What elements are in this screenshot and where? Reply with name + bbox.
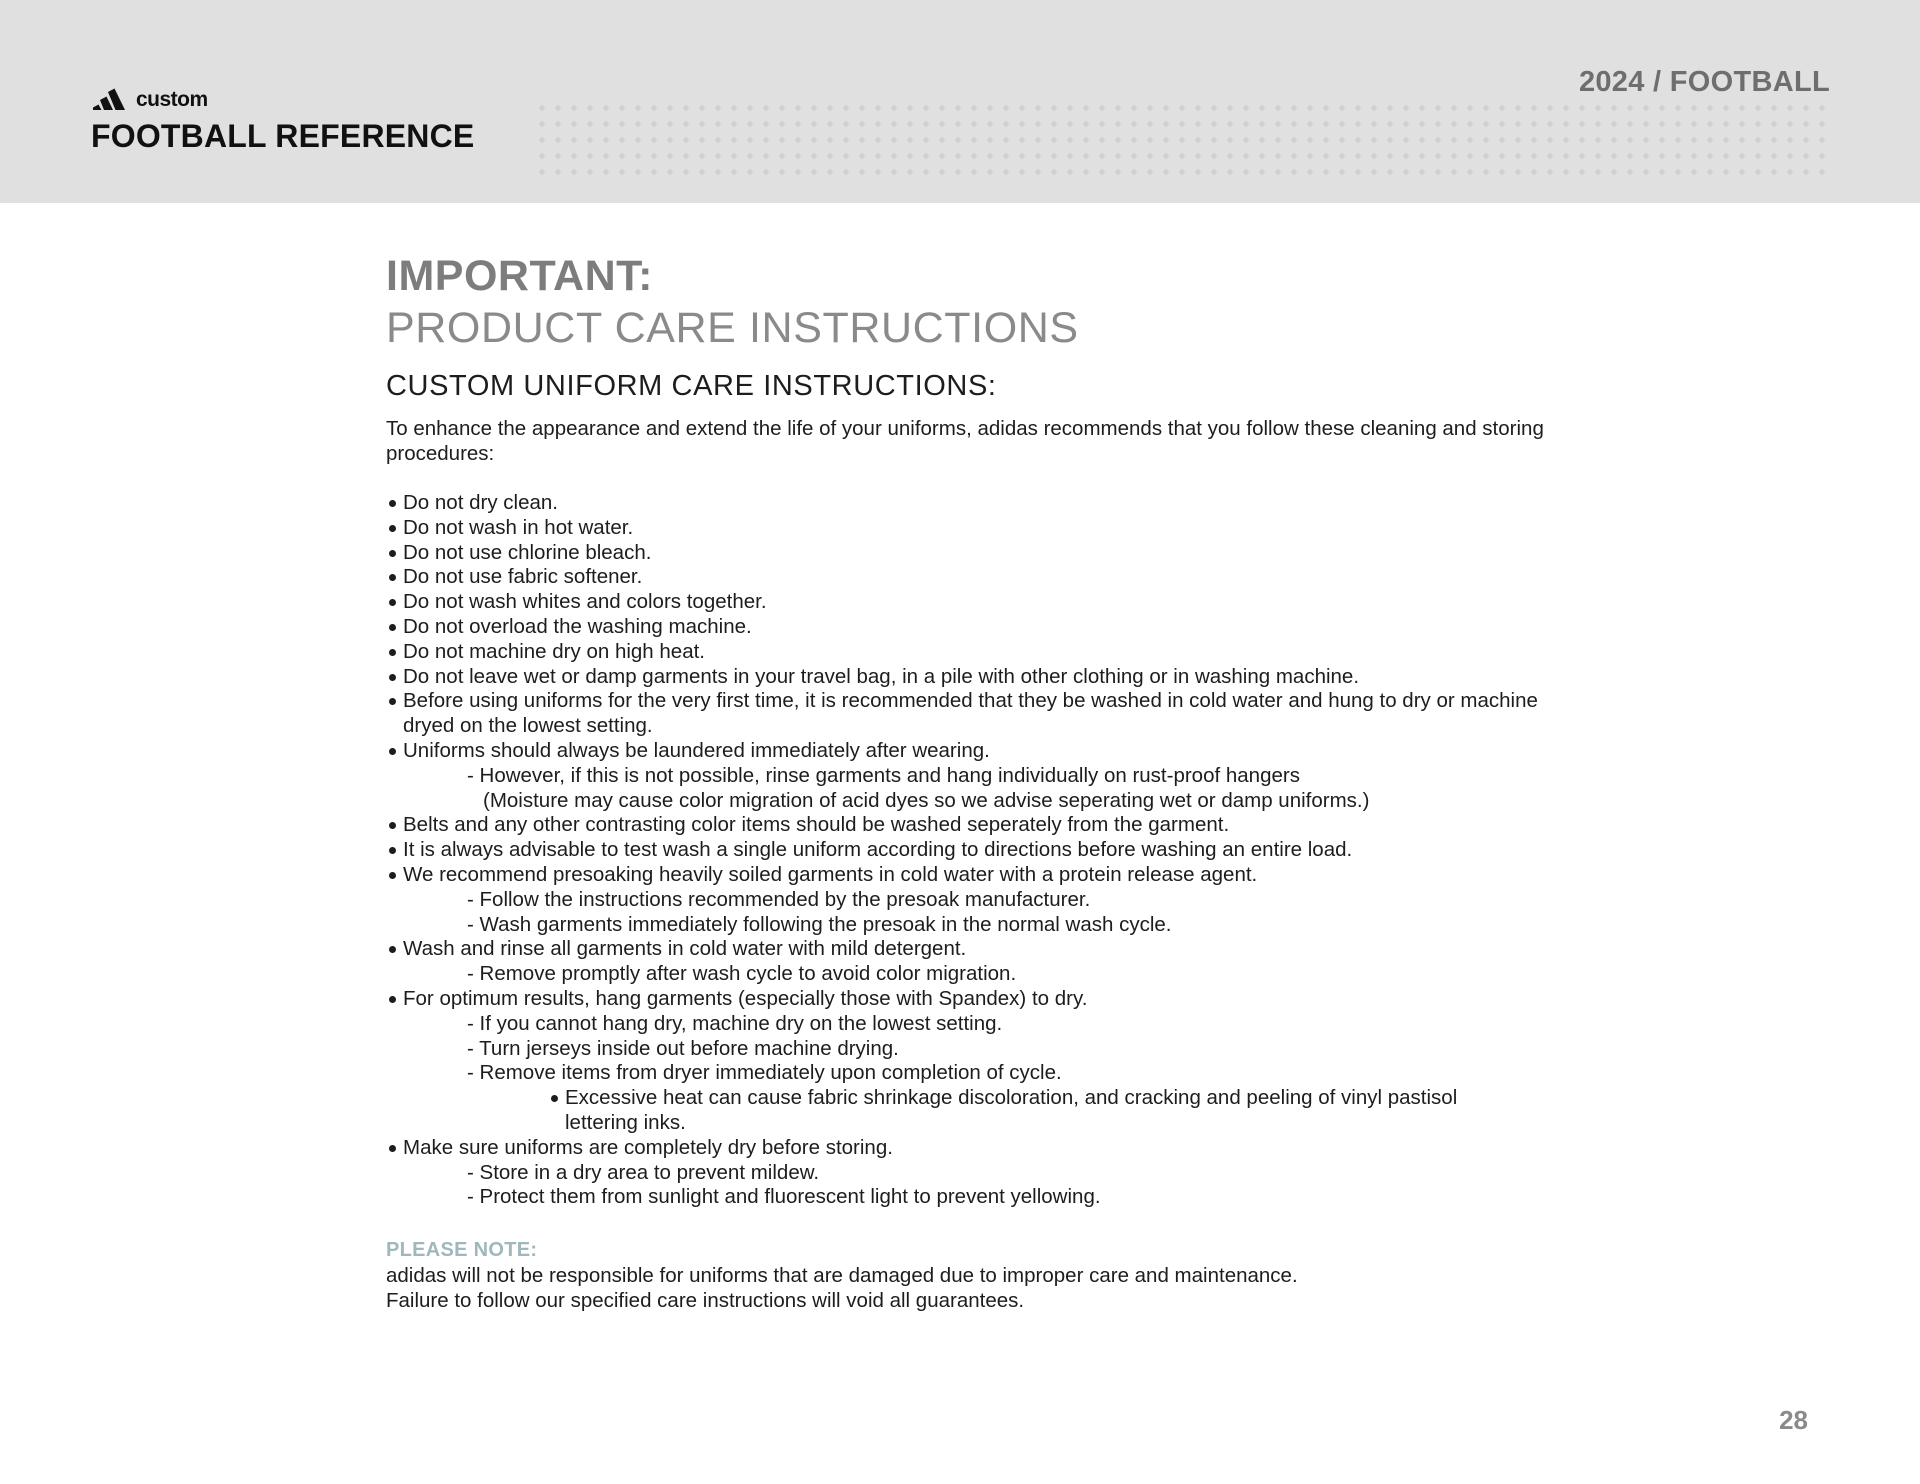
bullet-icon	[389, 624, 396, 631]
list-item: Uniforms should always be laundered immediately after wearing.	[386, 739, 1566, 764]
dot-pattern	[534, 100, 1834, 184]
list-item: Before using uniforms for the very first time, it is recommended that they be washed in cold water and hung to dry or machine dryed on the lowest setting.	[386, 689, 1553, 739]
header-band	[0, 0, 1920, 203]
adidas-logo-icon	[92, 80, 134, 110]
page-number: 28	[1779, 1405, 1808, 1435]
list-item: Do not use chlorine bleach.	[386, 541, 1566, 566]
list-item: Wash and rinse all garments in cold water with mild detergent.	[386, 937, 1566, 962]
bullet-icon	[389, 1145, 396, 1152]
bullet-icon	[551, 1095, 558, 1102]
list-subitem: - Remove promptly after wash cycle to avoid color migration.	[467, 962, 1017, 986]
list-subitem: - Turn jerseys inside out before machine drying.	[467, 1036, 899, 1060]
adidas-custom-logo	[92, 80, 208, 110]
bullet-icon	[389, 649, 396, 656]
list-item: For optimum results, hang garments (especially those with Spandex) to dry.	[386, 987, 1566, 1012]
list-subitem: - Remove items from dryer immediately upon completion of cycle.	[467, 1061, 1062, 1085]
list-item: Do not dry clean.	[386, 491, 1566, 516]
list-item: It is always advisable to test wash a single uniform according to directions before washing an entire load.	[386, 838, 1566, 863]
bullet-icon	[389, 550, 396, 557]
note-line: adidas will not be responsible for uniforms that are damaged due to improper care and maintenance.	[386, 1264, 1298, 1288]
bullet-icon	[389, 847, 396, 854]
logo-wordmark: custom	[136, 88, 208, 111]
list-item: Do not wash whites and colors together.	[386, 590, 1566, 615]
bullet-icon	[389, 946, 396, 953]
list-item: Do not machine dry on high heat.	[386, 640, 1566, 665]
page-title: PRODUCT CARE INSTRUCTIONS	[386, 304, 1079, 352]
list-subitem: - However, if this is not possible, rinse garments and hang individually on rust-proof hangers	[467, 763, 1300, 787]
bullet-icon	[389, 996, 396, 1003]
care-instructions-list	[386, 491, 1566, 1210]
list-item: We recommend presoaking heavily soiled garments in cold water with a protein release agent.	[386, 863, 1566, 888]
list-subitem: - If you cannot hang dry, machine dry on the lowest setting.	[467, 1011, 1003, 1035]
bullet-icon	[389, 674, 396, 681]
bullet-icon	[389, 500, 396, 507]
reference-title: FOOTBALL REFERENCE	[91, 118, 475, 154]
list-item: Belts and any other contrasting color items should be washed seperately from the garment.	[386, 813, 1566, 838]
list-item: Do not leave wet or damp garments in your travel bag, in a pile with other clothing or in washing machine.	[386, 665, 1566, 690]
list-subitem: - Store in a dry area to prevent mildew.	[467, 1160, 820, 1184]
bullet-icon	[389, 599, 396, 606]
bullet-icon	[389, 574, 396, 581]
list-subitem: - Follow the instructions recommended by the presoak manufacturer.	[467, 887, 1091, 911]
year-category-tag: 2024 / FOOTBALL	[1578, 66, 1830, 98]
list-item: Do not use fabric softener.	[386, 565, 1566, 590]
list-item: Do not wash in hot water.	[386, 516, 1566, 541]
bullet-icon	[389, 748, 396, 755]
list-item: Make sure uniforms are completely dry before storing.	[386, 1136, 1566, 1161]
main-content	[386, 250, 1566, 1313]
bullet-icon	[389, 872, 396, 879]
bullet-icon	[389, 822, 396, 829]
list-subitem: - Protect them from sunlight and fluorescent light to prevent yellowing.	[467, 1185, 1101, 1209]
list-subsubitem-continuation: lettering inks.	[565, 1110, 686, 1134]
bullet-icon	[389, 525, 396, 532]
list-subsubitem: Excessive heat can cause fabric shrinkage discoloration, and cracking and peeling of vinyl pastisol	[386, 1086, 1566, 1111]
section-subtitle: CUSTOM UNIFORM CARE INSTRUCTIONS:	[386, 370, 997, 402]
intro-paragraph: To enhance the appearance and extend the life of your uniforms, adidas recommends that you follow these cleaning and storing procedures:	[386, 417, 1544, 465]
bullet-icon	[389, 698, 396, 705]
list-subitem: - Wash garments immediately following the presoak in the normal wash cycle.	[467, 912, 1172, 936]
list-item: Do not overload the washing machine.	[386, 615, 1566, 640]
list-subitem-continuation: (Moisture may cause color migration of acid dyes so we advise seperating wet or damp uniforms.)	[483, 788, 1370, 812]
important-heading: IMPORTANT:	[386, 252, 653, 300]
please-note-label: PLEASE NOTE:	[386, 1239, 538, 1262]
note-line: Failure to follow our specified care instructions will void all guarantees.	[386, 1289, 1025, 1313]
